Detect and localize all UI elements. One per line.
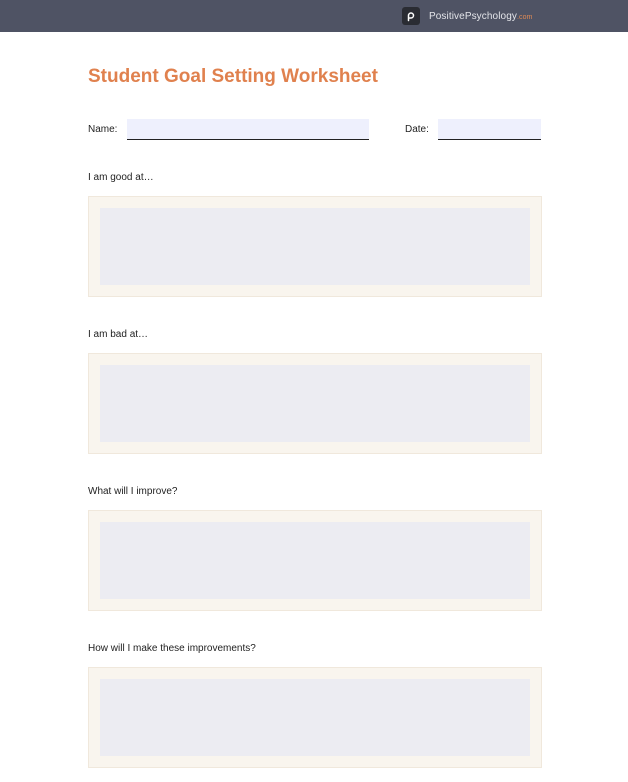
brand-name xyxy=(429,11,533,22)
name-field[interactable] xyxy=(127,119,369,140)
answer-field-good-at[interactable] xyxy=(100,208,530,285)
answer-box-good-at xyxy=(88,196,542,297)
date-field[interactable] xyxy=(438,119,541,140)
p-logo-icon xyxy=(402,7,420,25)
brand-name-text: PositivePsychology xyxy=(429,10,517,22)
answer-field-bad-at[interactable] xyxy=(100,365,530,442)
answer-field-improvements-how[interactable] xyxy=(100,679,530,756)
page-title: Student Goal Setting Worksheet xyxy=(88,66,378,87)
answer-box-improve xyxy=(88,510,542,611)
answer-box-bad-at xyxy=(88,353,542,454)
date-label: Date: xyxy=(405,124,429,135)
prompt-improve: What will I improve? xyxy=(88,486,178,497)
prompt-improvements-how: How will I make these improvements? xyxy=(88,643,256,654)
brand xyxy=(402,7,533,25)
answer-box-improvements-how xyxy=(88,667,542,768)
brand-suffix: .com xyxy=(516,13,533,21)
prompt-bad-at: I am bad at… xyxy=(88,329,149,340)
name-label: Name: xyxy=(88,124,118,135)
prompt-good-at: I am good at… xyxy=(88,172,154,183)
answer-field-improve[interactable] xyxy=(100,522,530,599)
top-bar xyxy=(0,0,628,32)
